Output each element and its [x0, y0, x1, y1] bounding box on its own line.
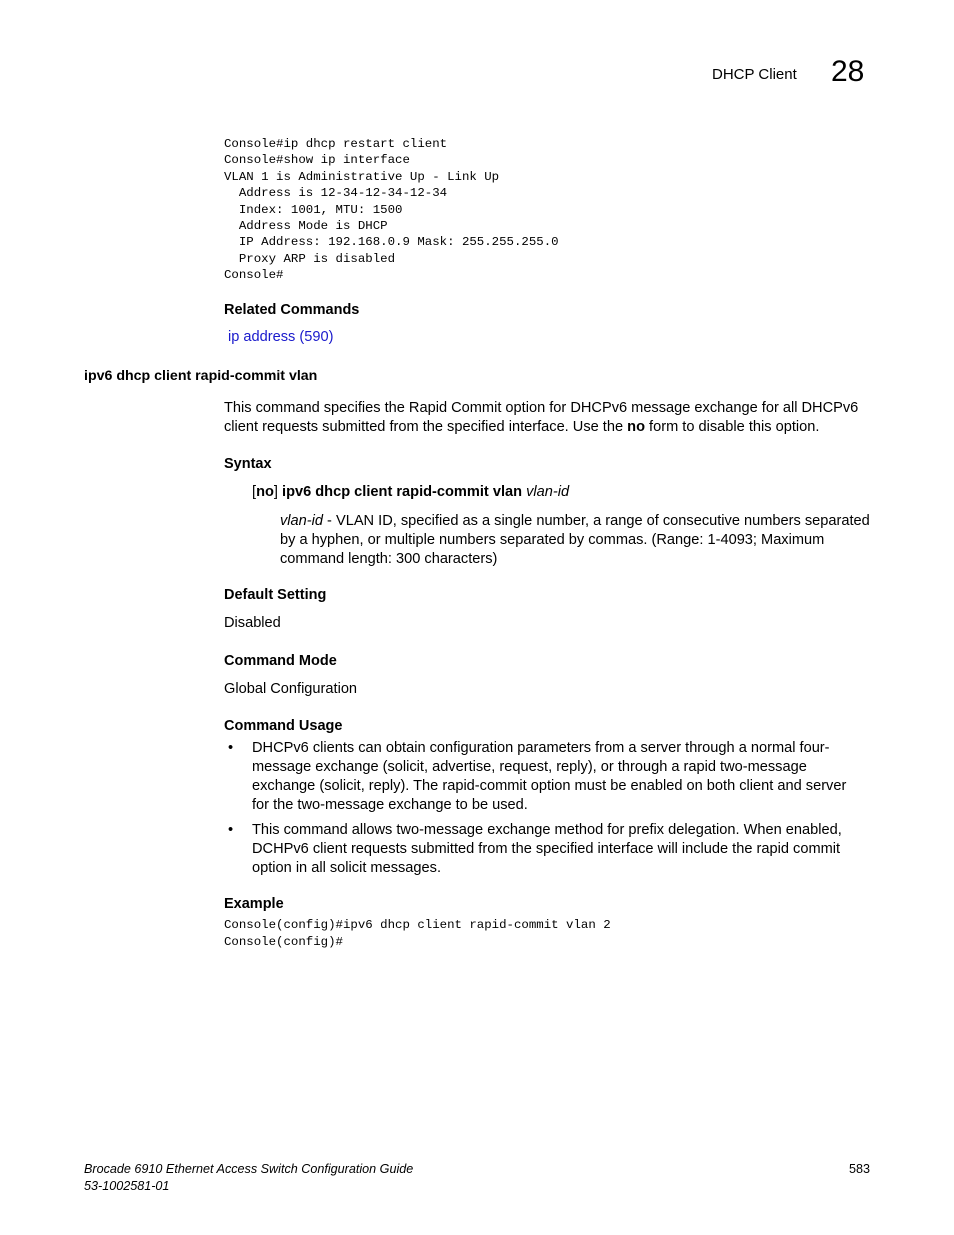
- usage-item-text: DHCPv6 clients can obtain configuration parameters from a server through a normal four-message exchange (solicit, advertise, request, reply), or through a rapid two-message exchange (solicit, reply). The rapid-commit option must be enabled on both client and server for the two-message exchange to be used.: [252, 740, 847, 813]
- page-number: 583: [849, 1162, 871, 1176]
- code-line: Console#show ip interface: [224, 153, 410, 168]
- param-description: [280, 512, 870, 569]
- command-description: [224, 399, 864, 437]
- code-line: Address Mode is DHCP: [224, 219, 388, 234]
- syntax-command: ipv6 dhcp client rapid-commit vlan: [282, 484, 523, 500]
- syntax-no: no: [256, 484, 274, 500]
- list-item: • DHCPv6 clients can obtain configuration parameters from a server through a normal four-message exchange (solicit, advertise, request, reply), or through a rapid two-message exchange (solicit, reply). The rapid-commit option must be enabled on both client and server for the two-message exchange to be used.: [228, 740, 847, 813]
- code-line: Address is 12-34-12-34-12-34: [224, 186, 448, 201]
- footer-doc-number: 53-1002581-01: [84, 1179, 170, 1193]
- code-line: IP Address: 192.168.0.9 Mask: 255.255.255.0: [224, 235, 559, 250]
- code-line: Console#: [224, 268, 284, 283]
- code-line: Proxy ARP is disabled: [224, 251, 396, 266]
- code-line: Console(config)#ipv6 dhcp client rapid-commit vlan 2: [224, 918, 611, 932]
- syntax-bracket: ]: [273, 484, 283, 500]
- chapter-title: DHCP Client: [712, 66, 797, 83]
- syntax-line: [252, 483, 569, 502]
- command-usage-heading: Command Usage: [224, 718, 343, 734]
- code-line: Console(config)#: [224, 935, 343, 950]
- description-text: This command specifies the Rapid Commit option for DHCPv6 message exchange for all DHCPv6 client requests submitted from the specified interface. Use the: [224, 400, 859, 435]
- command-mode-value: Global Configuration: [224, 681, 358, 697]
- code-line: Console#ip dhcp restart client: [224, 137, 448, 151]
- description-no-keyword: no: [627, 419, 645, 435]
- code-line: Index: 1001, MTU: 1500: [224, 202, 403, 217]
- description-text-end: form to disable this option.: [645, 419, 820, 435]
- syntax-heading: Syntax: [224, 456, 272, 472]
- related-commands-heading: Related Commands: [224, 302, 360, 318]
- command-usage-list: [224, 739, 860, 884]
- footer-guide-info: [84, 1161, 413, 1195]
- command-mode-heading: Command Mode: [224, 653, 337, 669]
- footer-guide-title: Brocade 6910 Ethernet Access Switch Configuration Guide: [84, 1162, 414, 1176]
- code-line: VLAN 1 is Administrative Up - Link Up: [224, 169, 500, 184]
- syntax-param: vlan-id: [526, 484, 570, 500]
- ip-address-link[interactable]: ip address (590): [228, 329, 334, 345]
- code-example-2: [224, 917, 611, 951]
- command-title: ipv6 dhcp client rapid-commit vlan: [84, 368, 318, 384]
- default-setting-value: Disabled: [224, 615, 281, 631]
- default-setting-heading: Default Setting: [224, 587, 327, 603]
- chapter-number: 28: [831, 55, 865, 88]
- param-desc: - VLAN ID, specified as a single number, a range of consecutive numbers separated by a hyphen, or multiple numbers separated by commas. (Range: 1-4093; Maximum command length: 300 characters): [280, 513, 870, 567]
- usage-item-text: This command allows two-message exchange method for prefix delegation. When enabled, DCHPv6 client requests submitted from the specified interface will include the rapid commit option in all solicit messages.: [252, 822, 842, 876]
- code-example-1: [224, 136, 559, 284]
- example-heading: Example: [224, 896, 284, 912]
- param-name: vlan-id: [280, 513, 323, 529]
- syntax-bracket: [: [252, 484, 257, 500]
- list-item: • This command allows two-message exchange method for prefix delegation. When enabled, DCHPv6 client requests submitted from the specified interface will include the rapid commit option in all solicit messages.: [228, 822, 842, 876]
